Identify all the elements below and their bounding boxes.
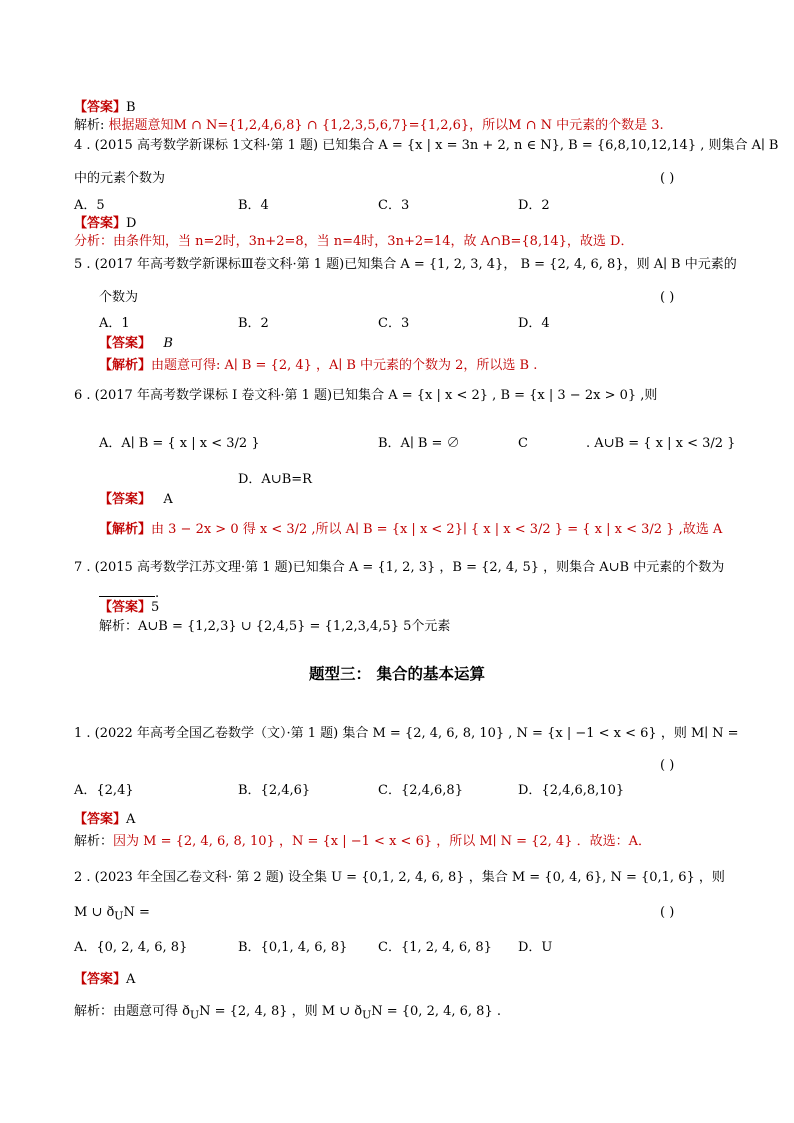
q6-answer: 【答案】 A bbox=[99, 492, 173, 507]
q4-option-d: D．2 bbox=[518, 198, 550, 213]
q5-paren: ( ) bbox=[660, 290, 675, 305]
p2-paren: ( ) bbox=[660, 905, 675, 920]
q4-paren: ( ) bbox=[660, 171, 675, 186]
q5-option-d: D．4 bbox=[518, 316, 550, 331]
p2-stem-cont: M ∪ $ð_UN$ = bbox=[74, 905, 150, 923]
p1-analysis: 解析：因为 M = {2, 4, 6, 8, 10} ，N = {x | −1 < x < 6} ，所以 M∣ N = {2, 4} ．故选：A． bbox=[74, 834, 651, 849]
answer-blank bbox=[99, 584, 155, 597]
p1-stem: 1 . (2022 年高考全国乙卷数学（文）·第 1 题) 集合 M = {2, 4, 6, 8, 10} , N = {x | −1 < x < 6} ，则 M∣ N = bbox=[74, 726, 739, 741]
q5-answer: 【答案】 B bbox=[99, 336, 173, 351]
q6-option-d: D．A∪B=R bbox=[238, 472, 312, 487]
q3-analysis: 解析: 根据题意知M ∩ N={1,2,4,6,8} ∩ {1,2,3,5,6,7}={1,2,6}，所以M ∩ N 中元素的个数是 3. bbox=[74, 118, 664, 133]
p2-option-a: A．{0, 2, 4, 6, 8} bbox=[74, 940, 188, 955]
q5-option-b: B．2 bbox=[238, 316, 269, 331]
p2-analysis: 解析：由题意可得 $ð_UN = \{2$, 4, 8} ，则 M ∪ $ð_UN = \{0$, 2, 4, 6, 8} . bbox=[74, 1004, 501, 1022]
q3-answer bbox=[74, 100, 136, 116]
q4-analysis: 分析：由条件知，当 n=2时，3n+2=8，当 n=4时，3n+2=14，故 A∩B={8,14}，故选 D． bbox=[74, 234, 634, 249]
p2-option-b: B．{0,1, 4, 6, 8} bbox=[238, 940, 348, 955]
q7-blank: . bbox=[99, 584, 159, 602]
p2-option-c: C．{1, 2, 4, 6, 8} bbox=[378, 940, 492, 955]
p1-answer: 【答案】A bbox=[74, 812, 136, 827]
q5-option-c: C．3 bbox=[378, 316, 410, 331]
p1-option-d: D．{2,4,6,8,10} bbox=[518, 783, 625, 798]
q7-analysis: 解析：A∪B = {1,2,3} ∪ {2,4,5} = {1,2,3,4,5} 5个元素 bbox=[99, 619, 451, 634]
section-title: 题型三： 集合的基本运算 bbox=[309, 665, 485, 683]
q6-option-c-expr: . A∪B = { x | x < 3/2 } bbox=[586, 436, 736, 451]
q4-answer: 【答案】D bbox=[74, 216, 137, 231]
q6-stem: 6 . (2017 年高考数学课标 I 卷文科·第 1 题)已知集合 A = {x | x < 2} , B = {x | 3 − 2x > 0} ,则 bbox=[74, 388, 658, 403]
p1-paren: ( ) bbox=[660, 758, 675, 773]
q4-stem: 4 . (2015 高考数学新课标 1文科·第 1 题) 已知集合 A = {x | x = 3n + 2, n ∈ N}, B = {6,8,10,12,14} , 则集合 A∣ B bbox=[74, 138, 779, 153]
p1-option-c: C．{2,4,6,8} bbox=[378, 783, 463, 798]
q5-analysis: 【解析】由题意可得: A∣ B = {2, 4} ，A∣ B 中元素的个数为 2，所以选 B . bbox=[99, 358, 538, 373]
p1-option-a: A．{2,4} bbox=[74, 783, 134, 798]
p2-stem: 2 . (2023 年全国乙卷文科· 第 2 题) 设全集 U = {0,1, 2, 4, 6, 8} ，集合 M = {0, 4, 6}, N = {0,1, 6} ，则 bbox=[74, 870, 725, 885]
p2-answer: 【答案】A bbox=[74, 972, 136, 987]
q4-option-c: C．3 bbox=[378, 198, 410, 213]
q7-stem: 7 . (2015 高考数学江苏文理·第 1 题)已知集合 A = {1, 2, 3} ，B = {2, 4, 5} ，则集合 A∪B 中元素的个数为 bbox=[74, 560, 725, 575]
answer-value: B bbox=[126, 100, 136, 115]
p1-option-b: B．{2,4,6} bbox=[238, 783, 311, 798]
p2-option-d: D．U bbox=[518, 940, 553, 955]
q7-answer: 【答案】5 bbox=[99, 600, 160, 615]
q5-option-a: A．1 bbox=[99, 316, 130, 331]
q6-option-a: A．A∣ B = { x | x < 3/2 } bbox=[99, 436, 260, 451]
q6-option-b: B．A∣ B = ∅ bbox=[378, 436, 460, 451]
q4-option-a: A．5 bbox=[74, 198, 105, 213]
q4-stem-cont: 中的元素个数为 bbox=[74, 171, 166, 186]
q6-option-c: C bbox=[518, 436, 528, 451]
q6-analysis: 【解析】由 3 − 2x > 0 得 x < 3/2 ,所以 A∣ B = {x | x < 2}∣ { x | x < 3/2 } = { x | x < 3/2 } ,故选 A bbox=[99, 522, 723, 537]
q4-option-b: B．4 bbox=[238, 198, 269, 213]
q5-stem: 5 . (2017 年高考数学新课标Ⅲ卷文科·第 1 题)已知集合 A = {1, 2, 3, 4}， B = {2, 4, 6, 8}，则 A∣ B 中元素的 bbox=[74, 257, 737, 272]
q5-stem-cont: 个数为 bbox=[99, 290, 139, 305]
answer-tag: 【答案】 bbox=[74, 100, 127, 115]
